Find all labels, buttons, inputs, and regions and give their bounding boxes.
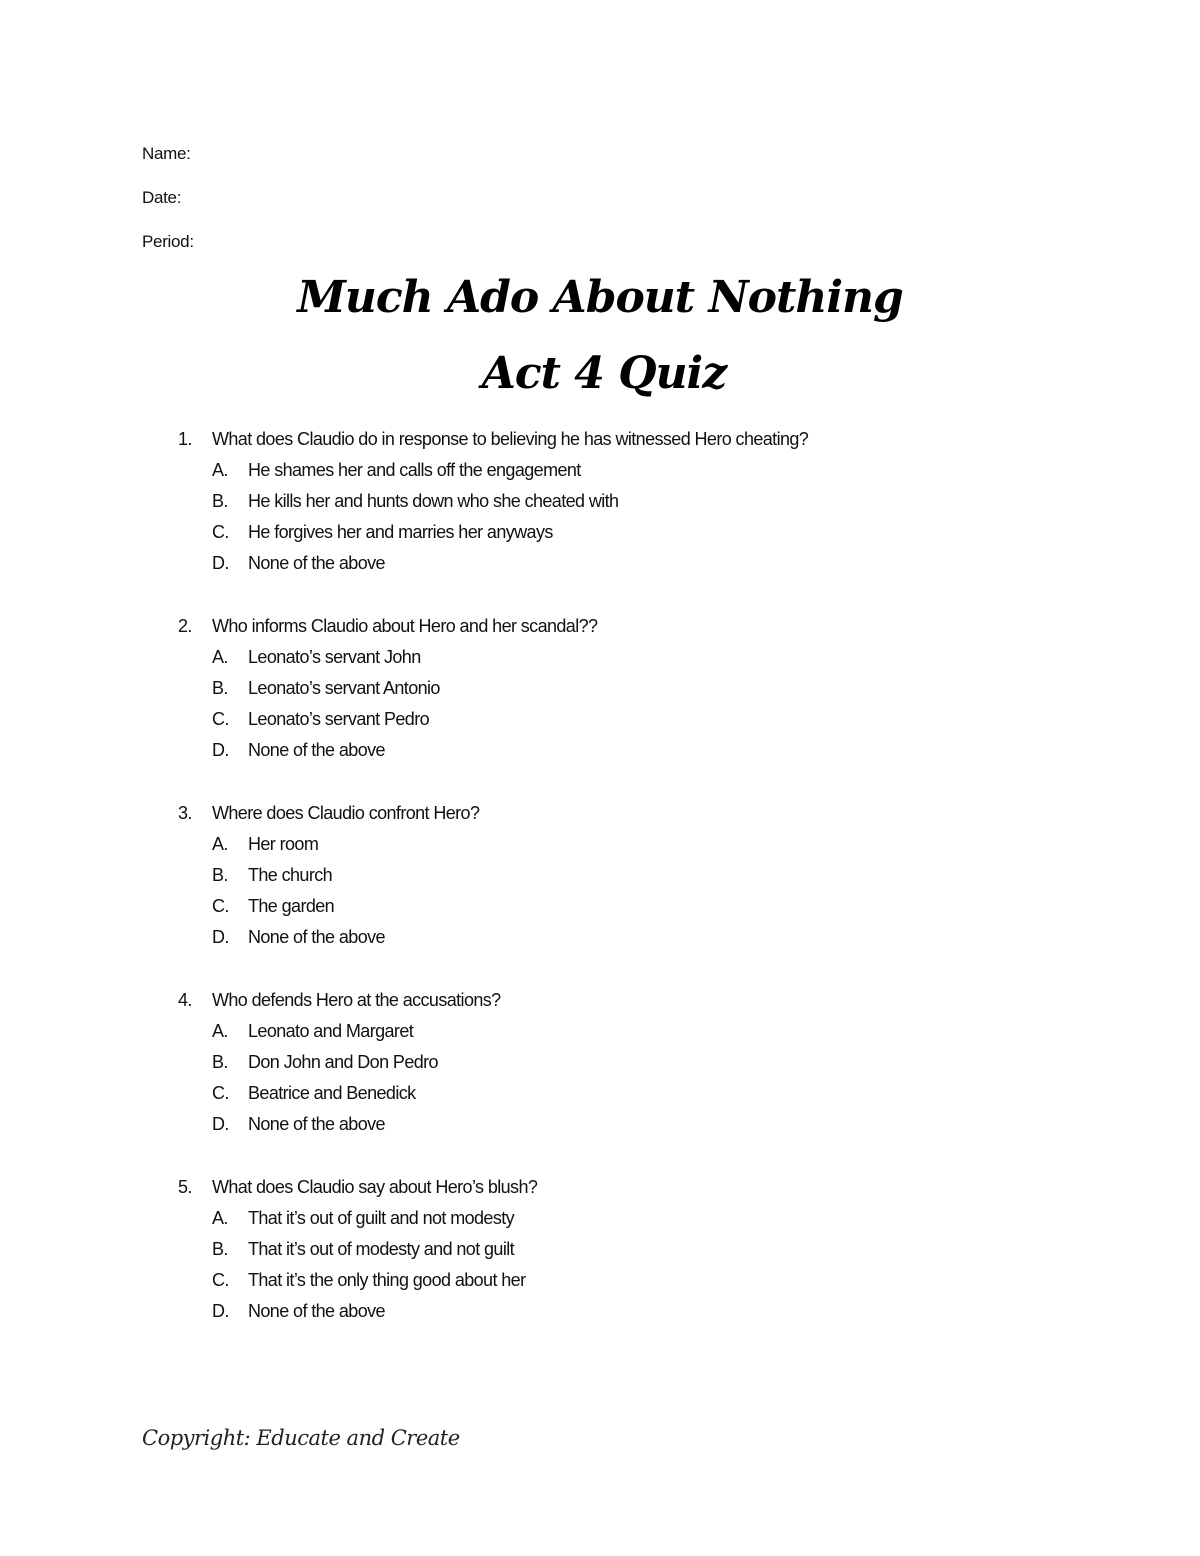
title-line-sub: Act 4 Quiz	[481, 348, 727, 399]
answer-option	[212, 1296, 1038, 1327]
question-number: 2.	[178, 616, 192, 636]
answer-options	[212, 455, 1038, 579]
option-text: Leonato’s servant John	[248, 647, 421, 667]
question-stem	[178, 985, 1038, 1016]
answer-option	[212, 1234, 1038, 1265]
option-letter: B.	[212, 1052, 228, 1072]
question-5	[178, 1172, 1038, 1359]
option-letter: A.	[212, 1021, 228, 1041]
option-text: None of the above	[248, 740, 385, 760]
question-text: Who defends Hero at the accusations?	[212, 990, 501, 1010]
option-text: He kills her and hunts down who she cheated with	[248, 491, 619, 511]
option-text: The garden	[248, 896, 335, 916]
option-letter: D.	[212, 1114, 229, 1134]
quiz-title	[0, 268, 1200, 420]
option-letter: C.	[212, 709, 229, 729]
question-stem	[178, 798, 1038, 829]
question-text: What does Claudio say about Hero’s blush?	[212, 1177, 538, 1197]
answer-options	[212, 1203, 1038, 1327]
answer-option	[212, 1047, 1038, 1078]
answer-options	[212, 1016, 1038, 1140]
answer-option	[212, 1109, 1038, 1140]
option-text: That it’s out of guilt and not modesty	[248, 1208, 515, 1228]
question-stem	[178, 1172, 1038, 1203]
answer-option	[212, 486, 1038, 517]
option-text: None of the above	[248, 553, 385, 573]
answer-option	[212, 548, 1038, 579]
option-letter: B.	[212, 678, 228, 698]
option-letter: D.	[212, 740, 229, 760]
question-1	[178, 424, 1038, 611]
date-label: Date:	[142, 188, 182, 207]
question-text: What does Claudio do in response to believing he has witnessed Hero cheating?	[212, 429, 809, 449]
answer-option	[212, 735, 1038, 766]
name-label: Name:	[142, 144, 191, 163]
question-stem	[178, 611, 1038, 642]
answer-option	[212, 704, 1038, 735]
question-stem	[178, 424, 1038, 455]
option-text: None of the above	[248, 1114, 385, 1134]
question-number: 5.	[178, 1177, 192, 1197]
option-letter: C.	[212, 896, 229, 916]
answer-option	[212, 1203, 1038, 1234]
option-letter: A.	[212, 1208, 228, 1228]
question-number: 1.	[178, 429, 192, 449]
option-text: Leonato’s servant Pedro	[248, 709, 430, 729]
title-line-main: Much Ado About Nothing	[297, 272, 903, 323]
question-4	[178, 985, 1038, 1172]
option-text: He shames her and calls off the engagement	[248, 460, 581, 480]
question-number: 3.	[178, 803, 192, 823]
answer-option	[212, 829, 1038, 860]
copyright-notice: Copyright: Educate and Create	[142, 1426, 460, 1450]
question-number: 4.	[178, 990, 192, 1010]
option-letter: A.	[212, 834, 228, 854]
option-text: He forgives her and marries her anyways	[248, 522, 553, 542]
option-letter: B.	[212, 1239, 228, 1259]
option-text: That it’s out of modesty and not guilt	[248, 1239, 515, 1259]
answer-option	[212, 891, 1038, 922]
option-letter: A.	[212, 647, 228, 667]
option-text: The church	[248, 865, 333, 885]
option-letter: C.	[212, 522, 229, 542]
option-text: None of the above	[248, 927, 385, 947]
answer-option	[212, 860, 1038, 891]
option-text: None of the above	[248, 1301, 385, 1321]
option-letter: D.	[212, 1301, 229, 1321]
answer-option	[212, 922, 1038, 953]
question-text: Who informs Claudio about Hero and her scandal??	[212, 616, 598, 636]
option-text: Don John and Don Pedro	[248, 1052, 438, 1072]
option-text: Her room	[248, 834, 319, 854]
option-letter: D.	[212, 553, 229, 573]
option-letter: B.	[212, 491, 228, 511]
option-text: Beatrice and Benedick	[248, 1083, 416, 1103]
option-text: Leonato’s servant Antonio	[248, 678, 440, 698]
question-2	[178, 611, 1038, 798]
option-letter: D.	[212, 927, 229, 947]
option-letter: C.	[212, 1083, 229, 1103]
answer-option	[212, 673, 1038, 704]
answer-option	[212, 1016, 1038, 1047]
question-3	[178, 798, 1038, 985]
option-text: That it’s the only thing good about her	[248, 1270, 526, 1290]
answer-option	[212, 517, 1038, 548]
answer-option	[212, 455, 1038, 486]
answer-option	[212, 1078, 1038, 1109]
question-list	[178, 424, 1038, 1359]
option-text: Leonato and Margaret	[248, 1021, 414, 1041]
option-letter: A.	[212, 460, 228, 480]
student-info-fields	[142, 142, 194, 274]
option-letter: C.	[212, 1270, 229, 1290]
question-text: Where does Claudio confront Hero?	[212, 803, 480, 823]
option-letter: B.	[212, 865, 228, 885]
answer-option	[212, 1265, 1038, 1296]
period-label: Period:	[142, 232, 194, 251]
answer-options	[212, 829, 1038, 953]
answer-options	[212, 642, 1038, 766]
answer-option	[212, 642, 1038, 673]
